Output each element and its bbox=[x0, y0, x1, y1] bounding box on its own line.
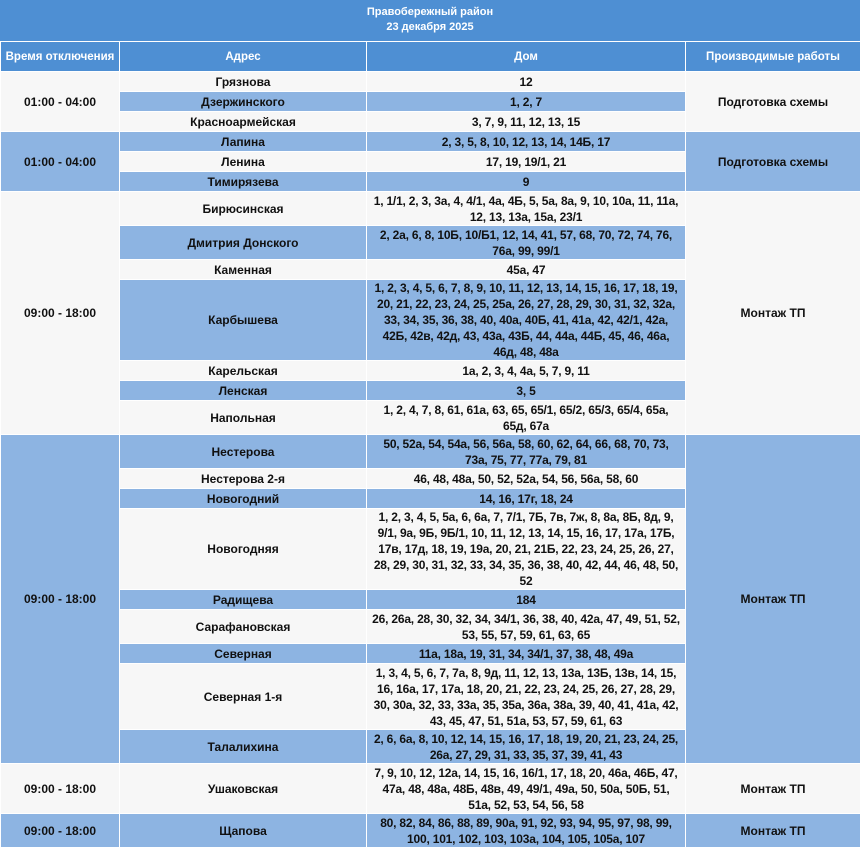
street-name: Ленина bbox=[119, 151, 366, 171]
house-numbers: 1а, 2, 3, 4, 4а, 5, 7, 9, 11 bbox=[366, 360, 685, 380]
house-numbers: 3, 5 bbox=[366, 380, 685, 400]
street-name: Напольная bbox=[119, 400, 366, 434]
house-numbers: 1, 3, 4, 5, 6, 7, 7а, 8, 9д, 11, 12, 13, 13а, 13Б, 13в, 14, 15, 16, 16а, 17, 17а, 18, 20, 21, 22, 23, 24, 25, 26, 27, 28, 29, 30, 30а, 32, 33, 33а, 35, 35а, 36а, 38а, 39, 40, 41, 41а, 42, 43, 45, 47, 51, 51а, 53, 57, 59, 61, 63 bbox=[366, 663, 685, 729]
street-name: Северная bbox=[119, 643, 366, 663]
street-name: Нестерова bbox=[119, 434, 366, 468]
col-header-address: Адрес bbox=[119, 41, 366, 71]
house-numbers: 26, 26а, 28, 30, 32, 34, 34/1, 36, 38, 40, 42а, 47, 49, 51, 52, 53, 55, 57, 59, 61, 63, 65 bbox=[366, 609, 685, 643]
street-name: Новогодний bbox=[119, 488, 366, 508]
table-row bbox=[0, 71, 860, 91]
house-numbers: 80, 82, 84, 86, 88, 89, 90а, 91, 92, 93, 94, 95, 97, 98, 99, 100, 101, 102, 103, 103а, 104, 105, 105а, 107 bbox=[366, 813, 685, 847]
work-type: Монтаж ТП bbox=[685, 763, 860, 813]
work-type: Монтаж ТП bbox=[685, 191, 860, 434]
street-name: Щапова bbox=[119, 813, 366, 847]
street-name: Ушаковская bbox=[119, 763, 366, 813]
col-header-work: Производимые работы bbox=[685, 41, 860, 71]
house-numbers: 12 bbox=[366, 71, 685, 91]
street-name: Карбышева bbox=[119, 279, 366, 360]
street-name: Ленская bbox=[119, 380, 366, 400]
outage-table bbox=[0, 41, 860, 847]
house-numbers: 1, 2, 3, 4, 5, 5а, 6, 6а, 7, 7/1, 7Б, 7в, 7ж, 8, 8а, 8Б, 8д, 9, 9/1, 9а, 9Б, 9Б/1, 10, 11, 12, 13, 14, 15, 16, 17, 17а, 17Б, 17в, 17д, 18, 19, 19а, 20, 21, 21Б, 22, 23, 24, 25, 26, 27, 28, 29, 30, 31, 32, 33, 34, 35, 36, 38, 40, 42, 44, 46, 48, 50, 52 bbox=[366, 508, 685, 589]
col-header-house: Дом bbox=[366, 41, 685, 71]
table-row bbox=[0, 434, 860, 468]
work-type: Монтаж ТП bbox=[685, 813, 860, 847]
table-row bbox=[0, 191, 860, 225]
outage-time: 01:00 - 04:00 bbox=[0, 131, 119, 191]
table-row bbox=[0, 131, 860, 151]
outage-time: 09:00 - 18:00 bbox=[0, 763, 119, 813]
street-name: Новогодняя bbox=[119, 508, 366, 589]
table-row bbox=[0, 813, 860, 847]
house-numbers: 7, 9, 10, 12, 12а, 14, 15, 16, 16/1, 17, 18, 20, 46а, 46Б, 47, 47а, 48, 48а, 48Б, 48в, 49, 49/1, 49а, 50, 50а, 50Б, 51, 51а, 52, 53, 54, 56, 58 bbox=[366, 763, 685, 813]
house-numbers: 14, 16, 17г, 18, 24 bbox=[366, 488, 685, 508]
street-name: Лапина bbox=[119, 131, 366, 151]
street-name: Сарафановская bbox=[119, 609, 366, 643]
house-numbers: 2, 2а, 6, 8, 10Б, 10/Б1, 12, 14, 41, 57, 68, 70, 72, 74, 76, 76а, 99, 99/1 bbox=[366, 225, 685, 259]
outage-time: 09:00 - 18:00 bbox=[0, 813, 119, 847]
house-numbers: 2, 3, 5, 8, 10, 12, 13, 14, 14Б, 17 bbox=[366, 131, 685, 151]
work-type: Подготовка схемы bbox=[685, 131, 860, 191]
house-numbers: 45а, 47 bbox=[366, 259, 685, 279]
house-numbers: 50, 52а, 54, 54а, 56, 56а, 58, 60, 62, 64, 66, 68, 70, 73, 73а, 75, 77, 77а, 79, 81 bbox=[366, 434, 685, 468]
outage-time: 01:00 - 04:00 bbox=[0, 71, 119, 131]
house-numbers: 11а, 18а, 19, 31, 34, 34/1, 37, 38, 48, 49а bbox=[366, 643, 685, 663]
street-name: Северная 1-я bbox=[119, 663, 366, 729]
street-name: Бирюсинская bbox=[119, 191, 366, 225]
table-row bbox=[0, 763, 860, 813]
house-numbers: 1, 2, 7 bbox=[366, 91, 685, 111]
house-numbers: 17, 19, 19/1, 21 bbox=[366, 151, 685, 171]
street-name: Карельская bbox=[119, 360, 366, 380]
street-name: Грязнова bbox=[119, 71, 366, 91]
street-name: Радищева bbox=[119, 589, 366, 609]
outage-time: 09:00 - 18:00 bbox=[0, 434, 119, 763]
street-name: Дмитрия Донского bbox=[119, 225, 366, 259]
house-numbers: 184 bbox=[366, 589, 685, 609]
street-name: Нестерова 2-я bbox=[119, 468, 366, 488]
date-title: 23 декабря 2025 bbox=[386, 21, 474, 33]
work-type: Монтаж ТП bbox=[685, 434, 860, 763]
street-name: Талалихина bbox=[119, 729, 366, 763]
house-numbers: 2, 6, 6а, 8, 10, 12, 14, 15, 16, 17, 18, 19, 20, 21, 23, 24, 25, 26а, 27, 29, 31, 33, 35, 37, 39, 41, 43 bbox=[366, 729, 685, 763]
street-name: Каменная bbox=[119, 259, 366, 279]
col-header-time: Время отключения bbox=[0, 41, 119, 71]
title-bar bbox=[0, 0, 860, 41]
house-numbers: 46, 48, 48а, 50, 52, 52а, 54, 56, 56а, 58, 60 bbox=[366, 468, 685, 488]
table-body bbox=[0, 71, 860, 847]
district-title: Правобережный район bbox=[366, 6, 494, 18]
street-name: Тимирязева bbox=[119, 171, 366, 191]
house-numbers: 1, 1/1, 2, 3, 3а, 4, 4/1, 4а, 4Б, 5, 5а, 8а, 9, 10, 10а, 11, 11а, 12, 13, 13а, 15а, 23/1 bbox=[366, 191, 685, 225]
house-numbers: 1, 2, 4, 7, 8, 61, 61а, 63, 65, 65/1, 65/2, 65/3, 65/4, 65а, 65д, 67а bbox=[366, 400, 685, 434]
work-type: Подготовка схемы bbox=[685, 71, 860, 131]
outage-time: 09:00 - 18:00 bbox=[0, 191, 119, 434]
house-numbers: 1, 2, 3, 4, 5, 6, 7, 8, 9, 10, 11, 12, 13, 14, 15, 16, 17, 18, 19, 20, 21, 22, 23, 24, 25, 25а, 26, 27, 28, 29, 30, 31, 32, 32а, 33, 34, 35, 36, 38, 40, 40а, 40Б, 41, 41а, 42, 42/1, 42а, 42Б, 42в, 42д, 43, 43а, 43Б, 44, 44а, 44Б, 45, 46, 46а, 46д, 48, 48а bbox=[366, 279, 685, 360]
street-name: Дзержинского bbox=[119, 91, 366, 111]
house-numbers: 9 bbox=[366, 171, 685, 191]
house-numbers: 3, 7, 9, 11, 12, 13, 15 bbox=[366, 111, 685, 131]
street-name: Красноармейская bbox=[119, 111, 366, 131]
